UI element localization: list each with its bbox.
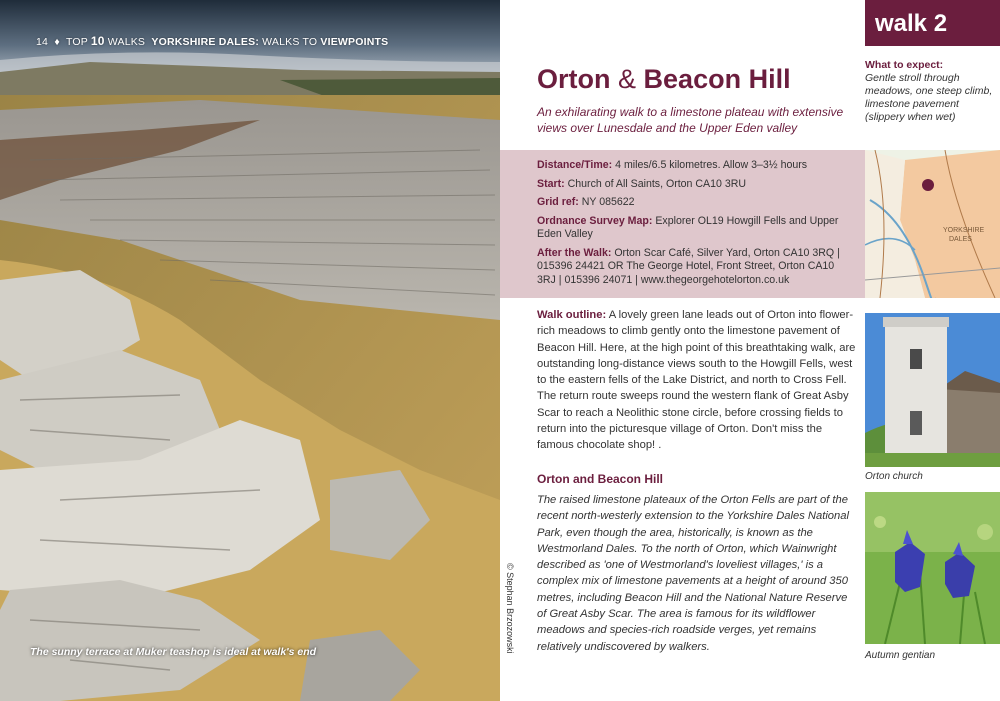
walk-outline-label: Walk outline: [537,309,607,321]
series-number: 10 [90,34,105,48]
map-label-yorkshire-dales: YORKSHIRE [943,227,985,234]
section-heading: Orton and Beacon Hill [537,472,664,486]
page-number: 14 [36,36,49,48]
autumn-gentian-photo [865,492,1000,644]
info-after-walk: After the Walk: Orton Scar Café, Silver Yard, Orton CA10 3RQ | 015396 24421 OR The George Hotel, Front Street, Orton CA10 3RJ | 015396 24071 | www.thegeorgehotelorton.co.uk [537,246,840,286]
what-to-expect-text: Gentle stroll through meadows, one steep climb, limestone pavement (slippery when wet) [865,72,993,123]
section-text: The raised limestone plateaux of the Orton Fells are part of the recent north-westerly extension to the Yorkshire Dales National Park, even though the area, historically, is known as the Westmorland Dales. To the north of Orton, which Wainwright described as 'one of Westmorland's loveliest villages,' is a complex mix of limestone pavements at a height of around 350 metres, including Beacon Hill and the National Nature Reserve of Great Asby Scar. The area is famous for its wildflower meadows and species-rich roadside verges, yet remains relatively undiscovered by walkers. [537,494,849,653]
what-to-expect-label: What to expect: [865,59,944,71]
book-subtitle-bold: VIEWPOINTS [320,36,389,48]
title-part-1: Orton [537,64,611,94]
orton-church-photo [865,313,1000,467]
map-label-dales: DALES [949,236,972,243]
walk-info-box [500,150,865,298]
info-distance: Distance/Time: 4 miles/6.5 kilometres. Allow 3–3½ hours [537,159,808,171]
walk-number-tab: walk 2 [865,0,1000,46]
walk-outline-text: A lovely green lane leads out of Orton into flower-rich meadows to climb gently onto the limestone pavement of Beacon Hill. Here, at the high point of this breathtaking walk, are outstanding long-distance views south to the Howgill Fells, west to the eastern fells of the Lake District, and north to Cross Fell. The return route sweeps round the western flank of Great Asby Scar to reach a Neolithic stone circle, before crossing fields to return into the picturesque village of Orton. Don't miss the famous chocolate shop! . [537,309,856,452]
gentian-caption: Autumn gentian [865,650,936,661]
locator-map-graphic [865,150,1000,298]
info-os-map: Ordnance Survey Map: Explorer OL19 Howgill Fells and Upper Eden Valley [537,214,839,240]
church-caption: Orton church [865,471,923,482]
book-subtitle: WALKS TO [262,36,318,48]
book-title: YORKSHIRE DALES: [151,36,260,48]
page-title [537,64,791,95]
what-to-expect [865,59,995,124]
separator-glyph: ♦ [54,36,60,48]
photo-credit [505,563,515,683]
info-grid-ref: Grid ref: NY 085622 [537,196,635,208]
photo-credit-text: © Stephan Brzozowski [505,563,515,654]
photo-caption: The sunny terrace at Muker teashop is ideal at walk's end [30,646,317,658]
locator-map [865,150,1000,298]
page-subtitle: An exhilarating walk to a limestone plateau with extensive views over Lunesdale and the Upper Eden valley [537,105,844,135]
info-start: Start: Church of All Saints, Orton CA10 3RU [537,177,747,190]
series-suffix: WALKS [107,36,146,48]
series-prefix: TOP [65,36,88,48]
walk-outline [537,307,859,454]
running-head [36,34,388,48]
title-ampersand: & [618,64,637,94]
title-part-2: Beacon Hill [643,64,791,94]
